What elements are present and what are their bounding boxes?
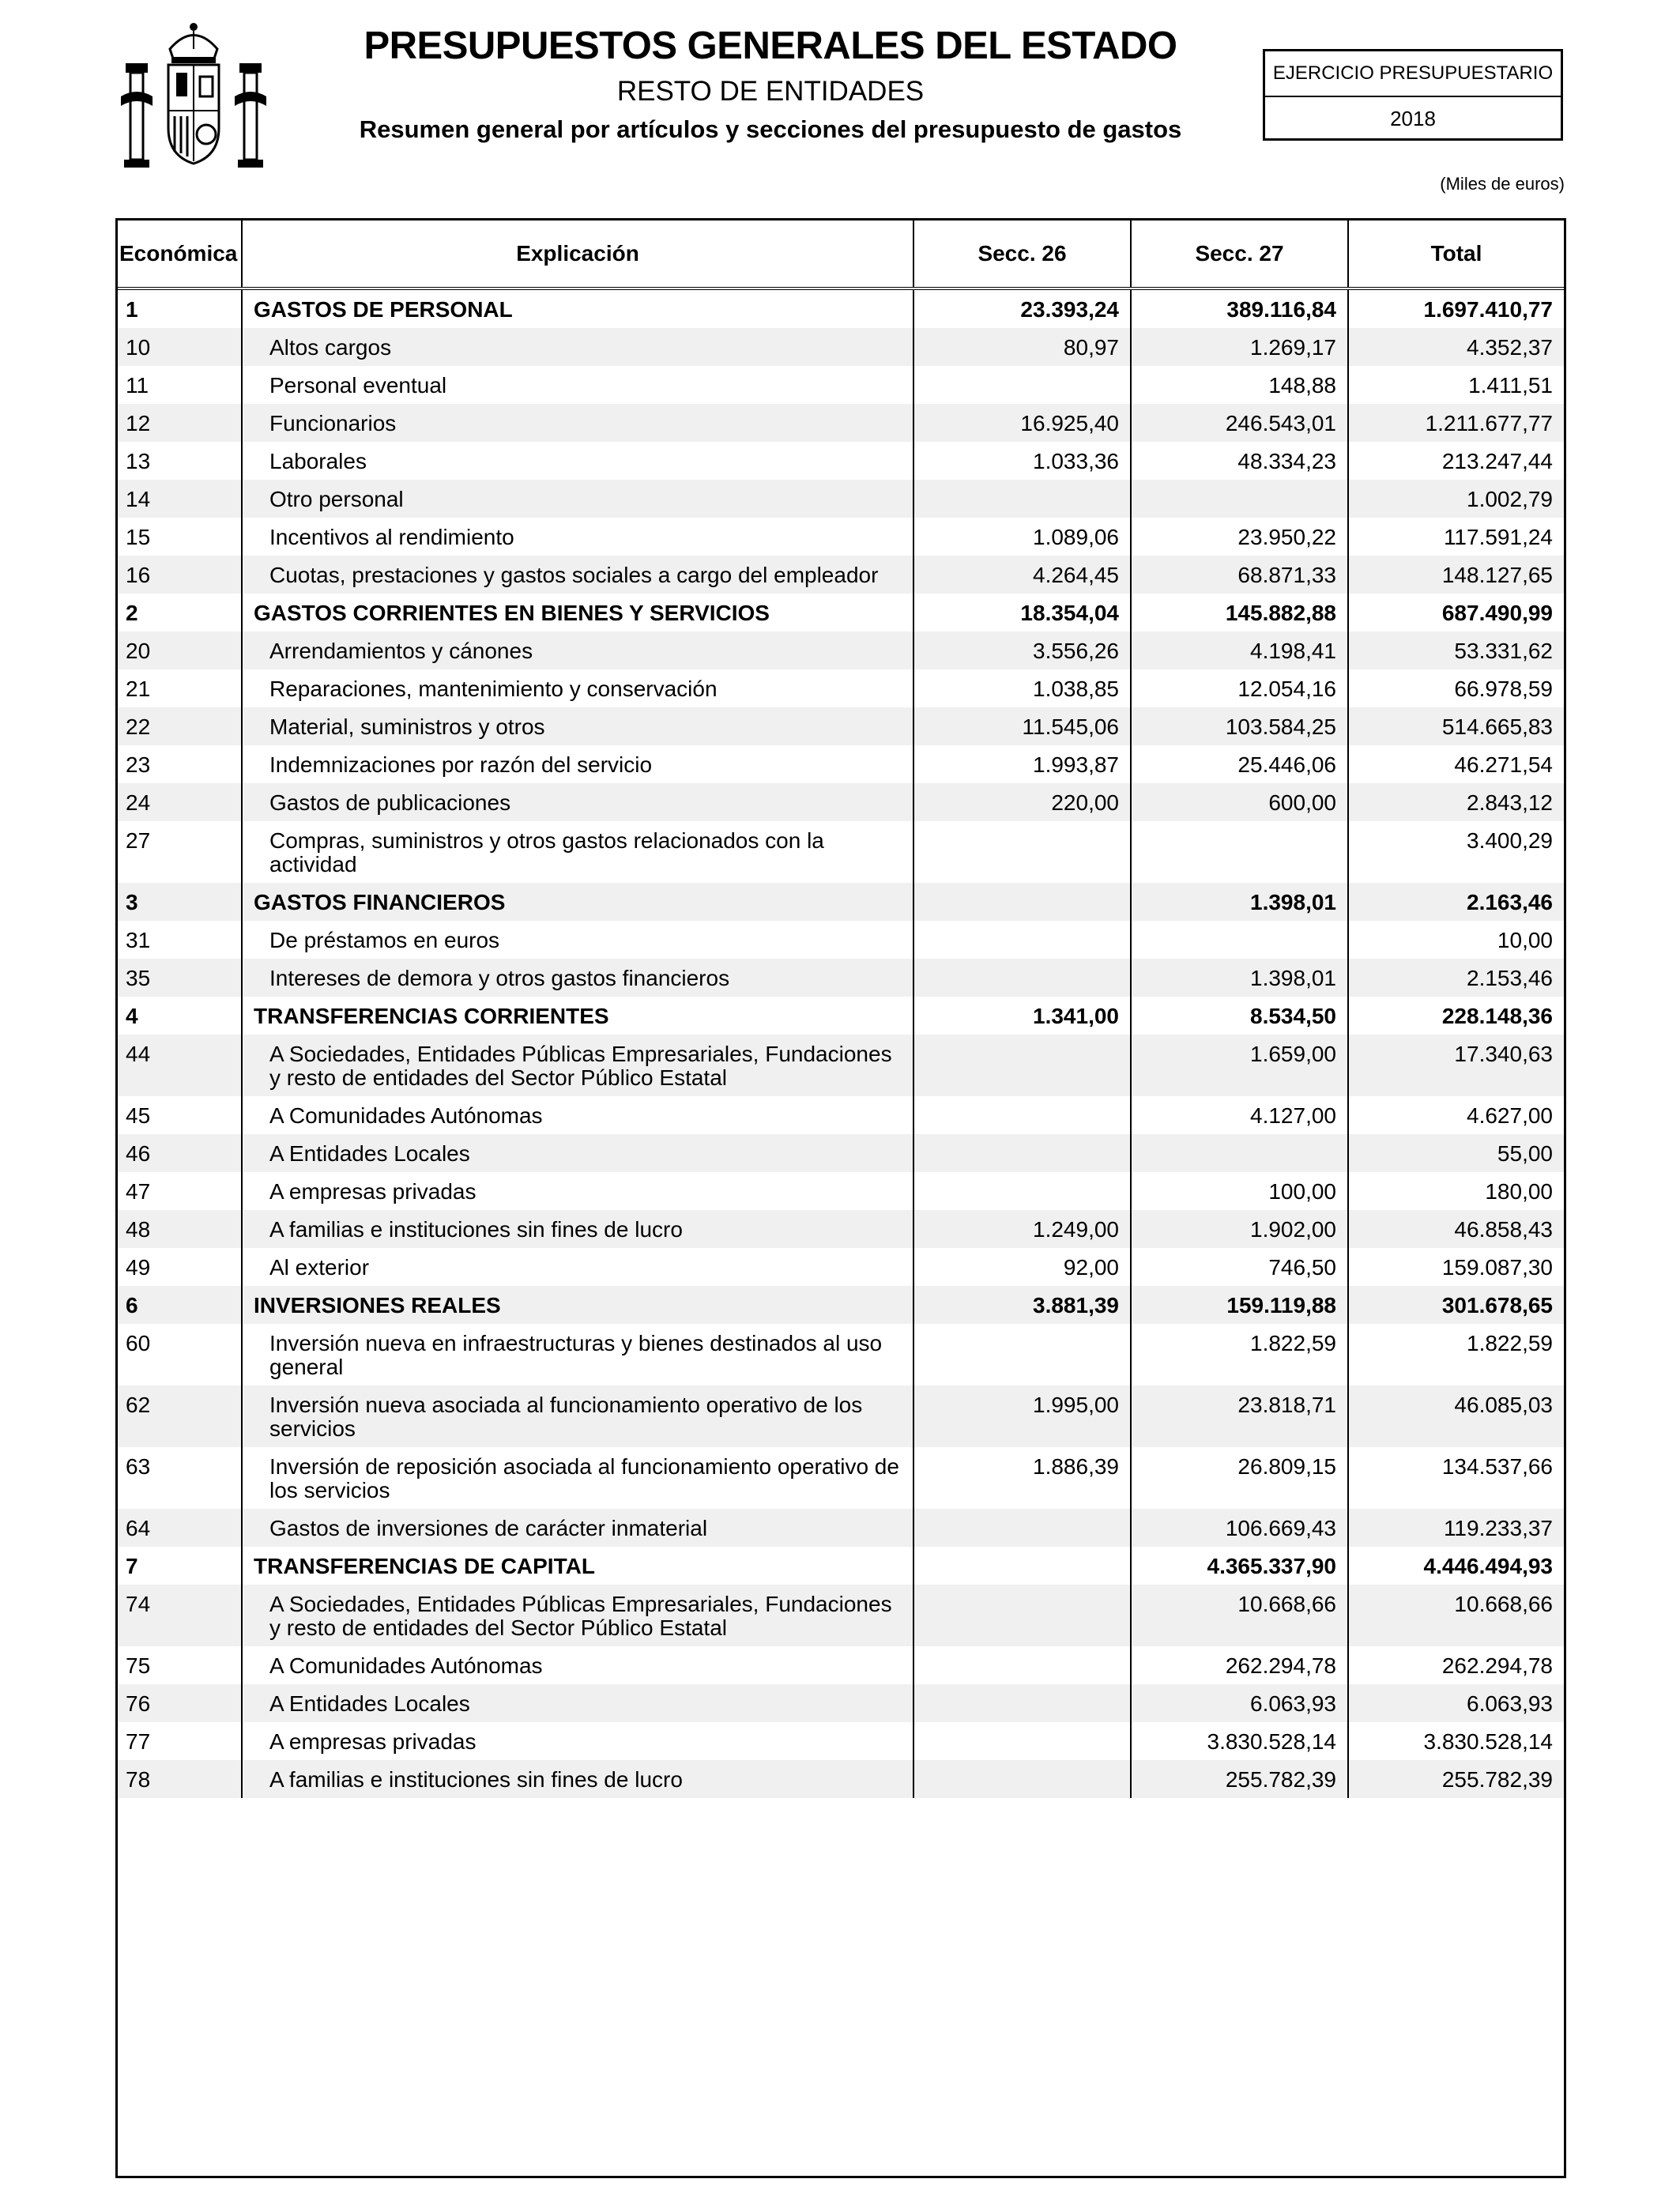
secc27-cell <box>1131 821 1348 883</box>
economic-code-cell: 22 <box>118 707 242 745</box>
column-header-economica: Económica <box>118 221 242 288</box>
secc27-cell: 159.119,88 <box>1131 1286 1348 1324</box>
economic-code-cell: 62 <box>118 1385 242 1447</box>
secc27-cell: 255.782,39 <box>1131 1760 1348 1798</box>
secc27-cell: 48.334,23 <box>1131 442 1348 480</box>
table-row <box>118 1096 1564 1134</box>
title-block <box>300 24 1241 145</box>
secc27-cell: 106.669,43 <box>1131 1509 1348 1547</box>
economic-code-cell: 78 <box>118 1760 242 1798</box>
total-cell: 6.063,93 <box>1348 1684 1564 1722</box>
table-row <box>118 556 1564 594</box>
economic-code-cell: 23 <box>126 752 151 777</box>
column-header-explicacion: Explicación <box>242 221 913 288</box>
economic-code-cell: 45 <box>126 1103 151 1128</box>
secc26-cell: 18.354,04 <box>913 594 1131 631</box>
secc27-cell: 4.127,00 <box>1131 1096 1348 1134</box>
chapter-row <box>118 1286 1564 1324</box>
total-cell: 4.352,37 <box>1348 328 1564 366</box>
description-cell: GASTOS DE PERSONAL <box>242 288 913 328</box>
total-cell: 10.668,66 <box>1348 1585 1564 1646</box>
page-subtitle: RESTO DE ENTIDADES <box>616 76 925 107</box>
secc26-cell: 220,00 <box>913 783 1131 821</box>
page-description: Resumen general por artículos y secciones del presupuesto de gastos <box>359 115 1182 143</box>
secc26-cell: 23.393,24 <box>913 288 1131 328</box>
total-cell: 687.490,99 <box>1348 594 1564 631</box>
secc26-cell: 4.264,45 <box>913 556 1131 594</box>
total-cell: 3.400,29 <box>1348 821 1564 883</box>
economic-code-cell: 24 <box>118 783 242 821</box>
secc27-cell: 6.063,93 <box>1131 1684 1348 1722</box>
page-header <box>0 0 1680 213</box>
description-cell: Altos cargos <box>242 328 913 366</box>
table-row <box>118 783 1564 821</box>
table-row <box>118 1722 1564 1760</box>
secc27-cell <box>1131 921 1348 959</box>
description-cell: Laborales <box>242 442 913 480</box>
secc27-cell: 8.534,50 <box>1131 997 1348 1035</box>
description-cell: A Comunidades Autónomas <box>242 1096 913 1134</box>
secc26-cell: 3.881,39 <box>913 1286 1131 1324</box>
total-cell: 148.127,65 <box>1348 556 1564 594</box>
description-cell: Intereses de demora y otros gastos financieros <box>242 959 913 997</box>
total-cell: 4.446.494,93 <box>1348 1547 1564 1585</box>
total-cell: 1.211.677,77 <box>1348 404 1564 442</box>
economic-code-cell: 6 <box>118 1286 242 1324</box>
total-cell: 46.271,54 <box>1348 745 1564 783</box>
description-cell: De préstamos en euros <box>242 921 913 959</box>
description-cell: GASTOS CORRIENTES EN BIENES Y SERVICIOS <box>242 594 913 631</box>
coat-of-arms-icon <box>115 17 273 175</box>
description-cell: Cuotas, prestaciones y gastos sociales a cargo del empleador <box>242 556 913 594</box>
table-row <box>118 1684 1564 1722</box>
secc26-cell <box>913 1035 1131 1096</box>
table-row <box>118 1646 1564 1684</box>
economic-code-cell: 76 <box>118 1684 242 1722</box>
secc27-cell: 1.269,17 <box>1131 328 1348 366</box>
total-cell: 301.678,65 <box>1348 1286 1564 1324</box>
description-cell: Otro personal <box>242 480 913 518</box>
description-cell: Inversión nueva asociada al funcionamiento operativo de los servicios <box>242 1385 913 1447</box>
table-row <box>118 745 1564 783</box>
table-row <box>118 921 1564 959</box>
secc27-cell: 1.659,00 <box>1131 1035 1348 1096</box>
description-cell: A Comunidades Autónomas <box>242 1646 913 1684</box>
table-row <box>118 1585 1564 1646</box>
economic-code-cell: 46 <box>118 1134 242 1172</box>
description-cell: A Sociedades, Entidades Públicas Empresariales, Fundaciones y resto de entidades del Sector Público Estatal <box>242 1035 913 1096</box>
description-cell: TRANSFERENCIAS DE CAPITAL <box>242 1547 913 1585</box>
description-cell: A Entidades Locales <box>242 1684 913 1722</box>
total-cell: 262.294,78 <box>1348 1646 1564 1684</box>
economic-code-cell: 3 <box>118 883 242 921</box>
secc26-cell <box>913 821 1131 883</box>
secc27-cell: 23.950,22 <box>1131 518 1348 556</box>
table-row <box>118 707 1564 745</box>
total-cell: 46.858,43 <box>1348 1210 1564 1248</box>
total-cell: 213.247,44 <box>1348 442 1564 480</box>
description-cell: Inversión nueva en infraestructuras y bienes destinados al uso general <box>242 1324 913 1385</box>
secc27-cell: 4.198,41 <box>1131 631 1348 669</box>
table-row <box>118 959 1564 997</box>
description-cell: Incentivos al rendimiento <box>242 518 913 556</box>
table-row <box>118 442 1564 480</box>
description-cell: Gastos de publicaciones <box>242 783 913 821</box>
total-cell: 3.830.528,14 <box>1348 1722 1564 1760</box>
budget-year-box <box>1263 49 1563 141</box>
economic-code-cell: 20 <box>118 631 242 669</box>
secc27-cell: 103.584,25 <box>1131 707 1348 745</box>
table-row <box>118 518 1564 556</box>
economic-code-cell: 63 <box>126 1454 151 1479</box>
table-row <box>118 328 1564 366</box>
economic-code-cell: 75 <box>126 1653 151 1678</box>
secc26-cell <box>913 921 1131 959</box>
economic-code-cell: 48 <box>118 1210 242 1248</box>
secc26-cell: 1.249,00 <box>913 1210 1131 1248</box>
total-cell: 255.782,39 <box>1348 1760 1564 1798</box>
total-cell: 1.697.410,77 <box>1348 288 1564 328</box>
total-cell: 228.148,36 <box>1348 997 1564 1035</box>
table-row <box>118 631 1564 669</box>
total-cell: 514.665,83 <box>1348 707 1564 745</box>
description-cell: A Sociedades, Entidades Públicas Empresariales, Fundaciones y resto de entidades del Sector Público Estatal <box>242 1585 913 1646</box>
economic-code-cell: 11 <box>126 373 149 398</box>
table-row <box>118 404 1564 442</box>
economic-code-cell: 64 <box>118 1509 242 1547</box>
chapter-row <box>118 883 1564 921</box>
secc27-cell <box>1131 480 1348 518</box>
column-header-secc27: Secc. 27 <box>1131 221 1348 288</box>
total-cell: 1.411,51 <box>1348 366 1564 404</box>
secc26-cell: 80,97 <box>913 328 1131 366</box>
secc26-cell <box>913 1646 1131 1684</box>
total-cell: 1.002,79 <box>1348 480 1564 518</box>
economic-code-cell: 35 <box>118 959 242 997</box>
secc26-cell <box>913 366 1131 404</box>
economic-code-cell: 47 <box>126 1179 151 1204</box>
secc27-cell: 68.871,33 <box>1131 556 1348 594</box>
secc27-cell: 10.668,66 <box>1131 1585 1348 1646</box>
total-cell: 1.822,59 <box>1348 1324 1564 1385</box>
secc27-cell: 746,50 <box>1131 1248 1348 1286</box>
secc26-cell: 1.089,06 <box>913 518 1131 556</box>
secc27-cell: 4.365.337,90 <box>1131 1547 1348 1585</box>
total-cell: 55,00 <box>1348 1134 1564 1172</box>
total-cell: 119.233,37 <box>1348 1509 1564 1547</box>
secc27-cell: 26.809,15 <box>1131 1447 1348 1509</box>
secc26-cell: 1.995,00 <box>913 1385 1131 1447</box>
budget-year-label: EJERCICIO PRESUPUESTARIO <box>1265 51 1561 97</box>
secc26-cell <box>913 1096 1131 1134</box>
table-row <box>118 1447 1564 1509</box>
description-cell: Indemnizaciones por razón del servicio <box>242 745 913 783</box>
total-cell: 159.087,30 <box>1348 1248 1564 1286</box>
secc26-cell <box>913 1585 1131 1646</box>
secc26-cell <box>913 480 1131 518</box>
economic-code-cell: 7 <box>126 1554 138 1578</box>
description-cell: A empresas privadas <box>242 1172 913 1210</box>
secc27-cell: 246.543,01 <box>1131 404 1348 442</box>
economic-code-cell: 74 <box>118 1585 242 1646</box>
secc26-cell <box>913 1684 1131 1722</box>
secc27-cell: 1.902,00 <box>1131 1210 1348 1248</box>
table-row <box>118 1248 1564 1286</box>
total-cell: 2.843,12 <box>1348 783 1564 821</box>
total-cell: 134.537,66 <box>1348 1447 1564 1509</box>
secc27-cell: 148,88 <box>1131 366 1348 404</box>
chapter-row <box>118 997 1564 1035</box>
table-row <box>118 1509 1564 1547</box>
secc26-cell <box>913 1324 1131 1385</box>
description-cell: A Entidades Locales <box>242 1134 913 1172</box>
column-header-secc26: Secc. 26 <box>913 221 1131 288</box>
description-cell: Compras, suministros y otros gastos relacionados con la actividad <box>242 821 913 883</box>
description-cell: TRANSFERENCIAS CORRIENTES <box>242 997 913 1035</box>
secc27-cell: 100,00 <box>1131 1172 1348 1210</box>
description-cell: Arrendamientos y cánones <box>242 631 913 669</box>
description-cell: A familias e instituciones sin fines de lucro <box>242 1210 913 1248</box>
economic-code-cell: 4 <box>126 1004 138 1028</box>
economic-code-cell: 44 <box>118 1035 242 1096</box>
economic-code-cell: 1 <box>126 297 138 322</box>
secc26-cell: 1.993,87 <box>913 745 1131 783</box>
secc27-cell: 262.294,78 <box>1131 1646 1348 1684</box>
secc26-cell: 1.886,39 <box>913 1447 1131 1509</box>
secc26-cell <box>913 1722 1131 1760</box>
description-cell: Funcionarios <box>242 404 913 442</box>
secc26-cell <box>913 1509 1131 1547</box>
secc26-cell: 1.033,36 <box>913 442 1131 480</box>
secc26-cell <box>913 1760 1131 1798</box>
table-row <box>118 1134 1564 1172</box>
chapter-row <box>118 288 1564 328</box>
secc26-cell: 92,00 <box>913 1248 1131 1286</box>
description-cell: INVERSIONES REALES <box>242 1286 913 1324</box>
secc26-cell <box>913 1134 1131 1172</box>
secc27-cell: 1.822,59 <box>1131 1324 1348 1385</box>
economic-code-cell: 13 <box>126 449 151 473</box>
description-cell: Gastos de inversiones de carácter inmaterial <box>242 1509 913 1547</box>
secc27-cell: 3.830.528,14 <box>1131 1722 1348 1760</box>
secc27-cell: 23.818,71 <box>1131 1385 1348 1447</box>
total-cell: 17.340,63 <box>1348 1035 1564 1096</box>
total-cell: 53.331,62 <box>1348 631 1564 669</box>
description-cell: GASTOS FINANCIEROS <box>242 883 913 921</box>
economic-code-cell: 16 <box>118 556 242 594</box>
table-row <box>118 366 1564 404</box>
total-cell: 66.978,59 <box>1348 669 1564 707</box>
economic-code-cell: 77 <box>126 1729 151 1754</box>
column-header-total: Total <box>1348 221 1564 288</box>
economic-code-cell: 15 <box>126 525 151 549</box>
economic-code-cell: 21 <box>126 677 151 701</box>
table-row <box>118 1172 1564 1210</box>
chapter-row <box>118 594 1564 631</box>
table-row <box>118 1035 1564 1096</box>
table-row <box>118 821 1564 883</box>
secc27-cell: 12.054,16 <box>1131 669 1348 707</box>
budget-table <box>115 218 1566 2178</box>
units-note: (Miles de euros) <box>1440 174 1565 194</box>
table-row <box>118 1760 1564 1798</box>
table-row <box>118 1210 1564 1248</box>
table-header-row <box>118 221 1564 288</box>
table-row <box>118 1324 1564 1385</box>
secc26-cell: 3.556,26 <box>913 631 1131 669</box>
economic-code-cell: 49 <box>126 1255 151 1280</box>
economic-code-cell: 12 <box>118 404 242 442</box>
description-cell: Reparaciones, mantenimiento y conservación <box>242 669 913 707</box>
secc26-cell <box>913 1172 1131 1210</box>
secc26-cell <box>913 883 1131 921</box>
total-cell: 10,00 <box>1348 921 1564 959</box>
secc27-cell <box>1131 1134 1348 1172</box>
secc27-cell: 389.116,84 <box>1131 288 1348 328</box>
secc27-cell: 145.882,88 <box>1131 594 1348 631</box>
secc26-cell: 11.545,06 <box>913 707 1131 745</box>
description-cell: Personal eventual <box>242 366 913 404</box>
description-cell: A empresas privadas <box>242 1722 913 1760</box>
secc26-cell: 1.038,85 <box>913 669 1131 707</box>
economic-code-cell: 27 <box>126 828 151 853</box>
description-cell: Al exterior <box>242 1248 913 1286</box>
economic-code-cell: 2 <box>126 601 138 625</box>
secc27-cell: 1.398,01 <box>1131 959 1348 997</box>
secc26-cell: 16.925,40 <box>913 404 1131 442</box>
total-cell: 46.085,03 <box>1348 1385 1564 1447</box>
secc26-cell: 1.341,00 <box>913 997 1131 1035</box>
secc27-cell: 600,00 <box>1131 783 1348 821</box>
economic-code-cell: 31 <box>126 928 151 952</box>
economic-code-cell: 60 <box>126 1331 151 1355</box>
total-cell: 2.163,46 <box>1348 883 1564 921</box>
secc27-cell: 25.446,06 <box>1131 745 1348 783</box>
table-body <box>118 288 1564 1798</box>
table-row <box>118 1385 1564 1447</box>
total-cell: 180,00 <box>1348 1172 1564 1210</box>
secc26-cell <box>913 959 1131 997</box>
description-cell: Material, suministros y otros <box>242 707 913 745</box>
economic-code-cell: 10 <box>118 328 242 366</box>
description-cell: A familias e instituciones sin fines de lucro <box>242 1760 913 1798</box>
total-cell: 4.627,00 <box>1348 1096 1564 1134</box>
secc27-cell: 1.398,01 <box>1131 883 1348 921</box>
secc26-cell <box>913 1547 1131 1585</box>
budget-year-value: 2018 <box>1390 107 1436 130</box>
table-row <box>118 480 1564 518</box>
economic-code-cell: 14 <box>118 480 242 518</box>
description-cell: Inversión de reposición asociada al funcionamiento operativo de los servicios <box>242 1447 913 1509</box>
page-title: PRESUPUESTOS GENERALES DEL ESTADO <box>363 25 1177 67</box>
table-row <box>118 669 1564 707</box>
total-cell: 117.591,24 <box>1348 518 1564 556</box>
chapter-row <box>118 1547 1564 1585</box>
total-cell: 2.153,46 <box>1348 959 1564 997</box>
